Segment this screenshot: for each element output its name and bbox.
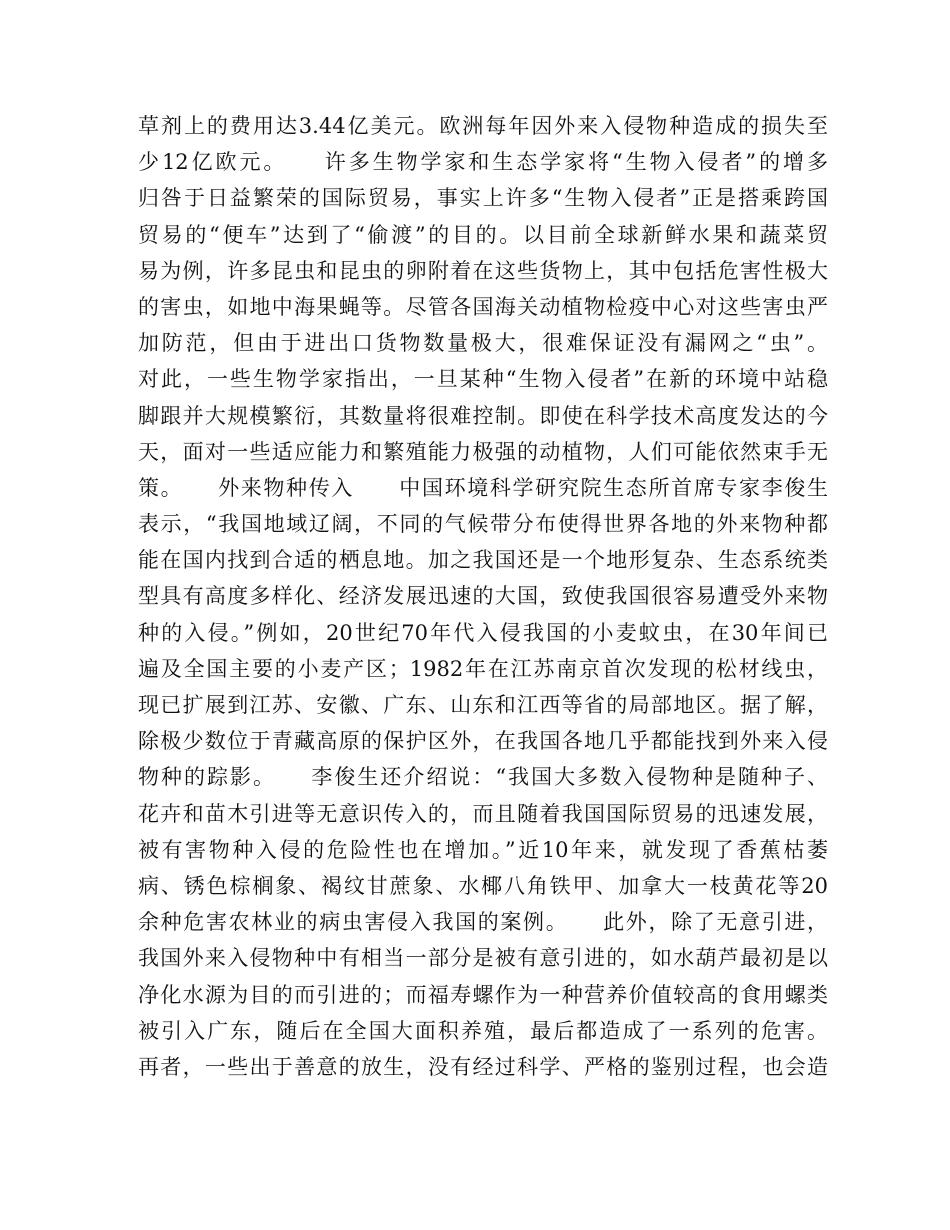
text-line: 除极少数位于青藏高原的保护区外，在我国各地几乎都能找到外来入侵: [138, 729, 828, 754]
text-line: 病、锈色棕榈象、褐纹甘蔗象、水椰八角铁甲、加拿大一枝黄花等20: [138, 873, 828, 898]
text-line: 加防范，但由于进出口货物数量极大，很难保证没有漏网之“虫”。: [138, 331, 828, 356]
text-line: 被有害物种入侵的危险性也在增加。”近10年来，就发现了香蕉枯萎: [138, 837, 828, 862]
text-line: 我国外来入侵物种中有相当一部分是被有意引进的，如水葫芦最初是以: [138, 946, 828, 971]
text-line: 少12亿欧元。 许多生物学家和生态学家将“生物入侵者”的增多: [138, 150, 828, 175]
text-line: 物种的踪影。 李俊生还介绍说：“我国大多数入侵物种是随种子、: [138, 765, 828, 790]
text-line: 现已扩展到江苏、安徽、广东、山东和江西等省的局部地区。据了解，: [138, 693, 828, 717]
text-line: 种的入侵。”例如，20世纪70年代入侵我国的小麦蚊虫，在30年间已: [138, 620, 828, 645]
text-line: 天，面对一些适应能力和繁殖能力极强的动植物，人们可能依然束手无: [138, 439, 828, 464]
text-line: 型具有高度多样化、经济发展迅速的大国，致使我国很容易遭受外来物: [138, 584, 828, 609]
text-line: 花卉和苗木引进等无意识传入的，而且随着我国国际贸易的迅速发展，: [138, 801, 828, 826]
text-line: 余种危害农林业的病虫害侵入我国的案例。 此外，除了无意引进，: [138, 910, 828, 935]
text-line: 遍及全国主要的小麦产区；1982年在江苏南京首次发现的松材线虫，: [138, 656, 828, 681]
text-line: 策。 外来物种传入 中国环境科学研究院生态所首席专家李俊生: [138, 475, 828, 500]
text-line: 再者，一些出于善意的放生，没有经过科学、严格的鉴别过程，也会造: [138, 1054, 828, 1079]
text-line: 被引入广东，随后在全国大面积养殖，最后都造成了一系列的危害。: [138, 1018, 828, 1043]
text-line: 能在国内找到合适的栖息地。加之我国还是一个地形复杂、生态系统类: [138, 548, 828, 573]
text-line: 表示，“我国地域辽阔，不同的气候带分布使得世界各地的外来物种都: [138, 512, 828, 537]
body-text: [138, 108, 828, 1085]
text-line: 净化水源为目的而引进的；而福寿螺作为一种营养价值较高的食用螺类: [138, 982, 828, 1007]
text-line: 易为例，许多昆虫和昆虫的卵附着在这些货物上，其中包括危害性极大: [138, 258, 828, 283]
text-line: 归咎于日益繁荣的国际贸易，事实上许多“生物入侵者”正是搭乘跨国: [138, 186, 828, 211]
text-line: 的害虫，如地中海果蝇等。尽管各国海关动植物检疫中心对这些害虫严: [138, 294, 828, 319]
text-line: 草剂上的费用达3.44亿美元。欧洲每年因外来入侵物种造成的损失至: [138, 114, 828, 138]
text-line: 脚跟并大规模繁衍，其数量将很难控制。即使在科学技术高度发达的今: [138, 403, 828, 428]
text-line: 贸易的“便车”达到了“偷渡”的目的。以目前全球新鲜水果和蔬菜贸: [138, 222, 828, 247]
text-line: 对此，一些生物学家指出，一旦某种“生物入侵者”在新的环境中站稳: [138, 367, 828, 392]
